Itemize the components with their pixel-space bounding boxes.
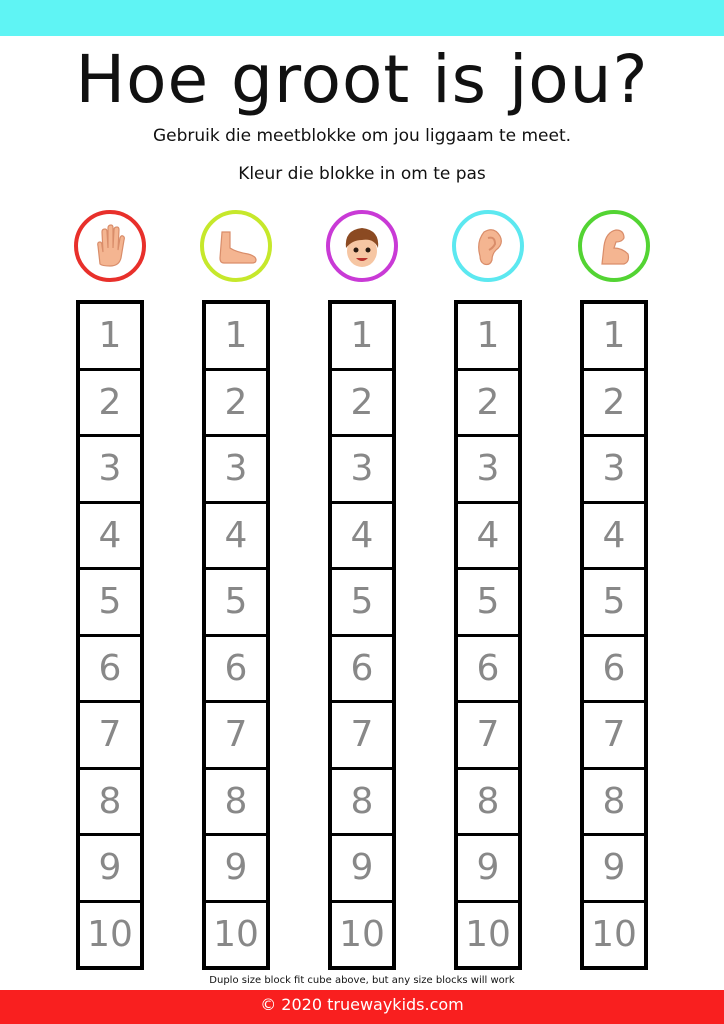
face-icon	[326, 210, 398, 282]
measure-block[interactable]: 10	[332, 903, 392, 967]
measure-block[interactable]: 8	[584, 770, 644, 834]
measure-block[interactable]: 5	[206, 570, 266, 634]
measure-block[interactable]: 6	[80, 637, 140, 701]
measure-column-hand	[76, 300, 144, 970]
measure-block[interactable]: 6	[206, 637, 266, 701]
copyright-text: © 2020 truewaykids.com	[260, 995, 464, 1014]
measure-block[interactable]: 5	[458, 570, 518, 634]
measure-block[interactable]: 4	[584, 504, 644, 568]
top-color-band	[0, 0, 724, 36]
measure-block[interactable]: 3	[458, 437, 518, 501]
measure-block[interactable]: 1	[206, 304, 266, 368]
measure-block[interactable]: 4	[80, 504, 140, 568]
measure-block[interactable]: 1	[332, 304, 392, 368]
measure-block[interactable]: 2	[80, 371, 140, 435]
measure-block[interactable]: 5	[584, 570, 644, 634]
measure-block[interactable]: 1	[584, 304, 644, 368]
measure-block[interactable]: 9	[584, 836, 644, 900]
instruction-line-1: Gebruik die meetblokke om jou liggaam te meet.	[152, 126, 572, 146]
measure-block[interactable]: 7	[332, 703, 392, 767]
measure-block[interactable]: 9	[458, 836, 518, 900]
measure-block[interactable]: 2	[584, 371, 644, 435]
measure-block[interactable]: 4	[206, 504, 266, 568]
measure-block[interactable]: 7	[584, 703, 644, 767]
measure-block[interactable]: 2	[458, 371, 518, 435]
page-title: Hoe groot is jou?	[75, 41, 649, 118]
hand-icon	[74, 210, 146, 282]
measure-block[interactable]: 6	[458, 637, 518, 701]
measure-block[interactable]: 8	[332, 770, 392, 834]
measure-block[interactable]: 9	[80, 836, 140, 900]
measure-block[interactable]: 10	[584, 903, 644, 967]
measure-block[interactable]: 3	[80, 437, 140, 501]
measure-block[interactable]: 1	[80, 304, 140, 368]
arm-icon	[578, 210, 650, 282]
measure-block[interactable]: 5	[332, 570, 392, 634]
measure-block[interactable]: 4	[332, 504, 392, 568]
measure-block[interactable]: 4	[458, 504, 518, 568]
block-size-note: Duplo size block fit cube above, but any size blocks will work	[209, 975, 515, 986]
measure-block[interactable]: 1	[458, 304, 518, 368]
measure-block[interactable]: 7	[80, 703, 140, 767]
measure-block[interactable]: 2	[206, 371, 266, 435]
ear-icon	[452, 210, 524, 282]
measure-block[interactable]: 3	[584, 437, 644, 501]
foot-icon	[200, 210, 272, 282]
measure-block[interactable]: 8	[458, 770, 518, 834]
measure-block[interactable]: 9	[332, 836, 392, 900]
measure-column-arm	[580, 300, 648, 970]
measure-block[interactable]: 8	[206, 770, 266, 834]
measure-block[interactable]: 10	[206, 903, 266, 967]
measure-block[interactable]: 6	[332, 637, 392, 701]
measure-block[interactable]: 7	[206, 703, 266, 767]
measure-block[interactable]: 3	[332, 437, 392, 501]
measure-block[interactable]: 6	[584, 637, 644, 701]
measure-block[interactable]: 10	[80, 903, 140, 967]
measure-block[interactable]: 8	[80, 770, 140, 834]
instruction-line-2: Kleur die blokke in om te pas	[238, 164, 486, 184]
measure-block[interactable]: 10	[458, 903, 518, 967]
measure-block[interactable]: 7	[458, 703, 518, 767]
measure-column-ear	[454, 300, 522, 970]
measure-block[interactable]: 3	[206, 437, 266, 501]
measure-column-face	[328, 300, 396, 970]
measure-block[interactable]: 5	[80, 570, 140, 634]
measure-block[interactable]: 2	[332, 371, 392, 435]
measure-block[interactable]: 9	[206, 836, 266, 900]
measure-column-foot	[202, 300, 270, 970]
footer-band	[0, 990, 724, 1024]
